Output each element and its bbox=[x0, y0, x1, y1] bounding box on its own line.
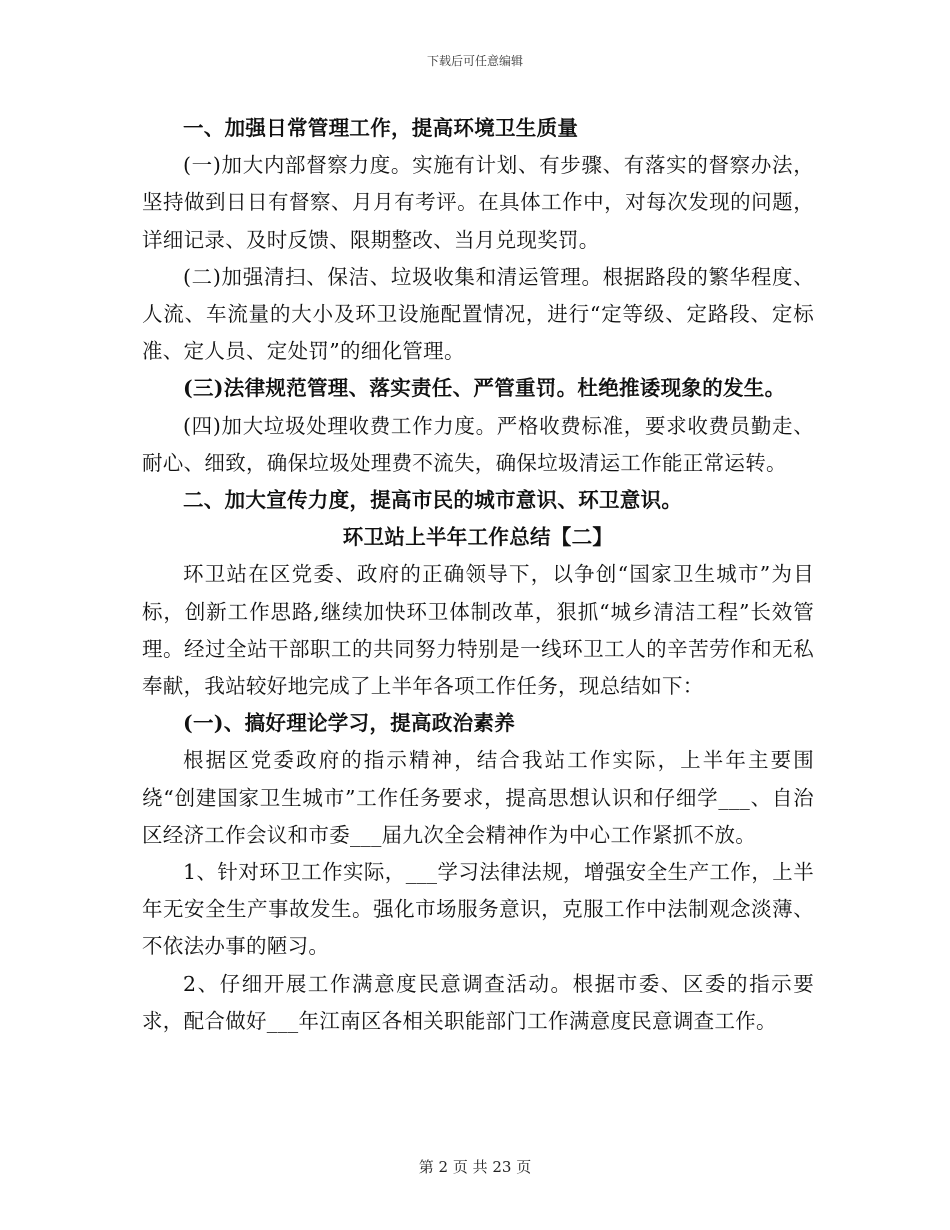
paragraph-legal-management: (三)法律规范管理、落实责任、严管重罚。杜绝推诿现象的发生。 bbox=[183, 376, 786, 401]
page-footer: 第 2 页 共 23 页 bbox=[418, 1158, 532, 1176]
section-heading-1: 一、加强日常管理工作，提高环境卫生质量 bbox=[183, 116, 579, 140]
paragraph-internal-supervision: (一)加大内部督察力度。实施有计划、有步骤、有落实的督察办法，坚持做到日日有督察、月月有考评。在具体工作中，对每次发现的问题，详细记录、及时反馈、限期整改、当月兑现奖罚。 bbox=[142, 153, 814, 252]
paragraph-item-2: 2、仔细开展工作满意度民意调查活动。根据市委、区委的指示要求，配合做好___年江南区各相关职能部门工作满意度民意调查工作。 bbox=[142, 971, 814, 1033]
section-heading-3: (一)、搞好理论学习，提高政治素养 bbox=[183, 711, 515, 736]
paragraph-item-1: 1、针对环卫工作实际，___学习法律法规，增强安全生产工作，上半年无安全生产事故发生。强化市场服务意识，克服工作中法制观念淡薄、不依法办事的陋习。 bbox=[142, 860, 814, 959]
paragraph-intro-summary: 环卫站在区党委、政府的正确领导下，以争创“国家卫生城市”为目标，创新工作思路,继续加快环卫体制改革，狠抓“城乡清洁工程”长效管理。经过全站干部职工的共同努力特别是一线环卫工人的辛苦劳作和无私奉献，我站较好地完成了上半年各项工作任务，现总结如下： bbox=[142, 562, 814, 699]
paragraph-cleaning-management: (二)加强清扫、保洁、垃圾收集和清运管理。根据路段的繁华程度、人流、车流量的大小及环卫设施配置情况，进行“定等级、定路段、定标准、定人员、定处罚”的细化管理。 bbox=[142, 264, 814, 364]
paragraph-theory-study: 根据区党委政府的指示精神，结合我站工作实际，上半年主要围绕“创建国家卫生城市”工作任务要求，提高思想认识和仔细学___、自治区经济工作会议和市委___届九次全会精神作为中心工作紧抓不放。 bbox=[142, 748, 814, 847]
page-header: 下载后可任意编辑 bbox=[426, 54, 523, 68]
paragraph-fee-collection: (四)加大垃圾处理收费工作力度。严格收费标准，要求收费员勤走、耐心、细致，确保垃圾处理费不流失，确保垃圾清运工作能正常运转。 bbox=[142, 413, 814, 475]
section-heading-2: 二、加大宣传力度，提高市民的城市意识、环卫意识。 bbox=[183, 488, 683, 513]
document-body bbox=[142, 110, 814, 1040]
document-subtitle: 环卫站上半年工作总结【二】 bbox=[342, 525, 614, 550]
